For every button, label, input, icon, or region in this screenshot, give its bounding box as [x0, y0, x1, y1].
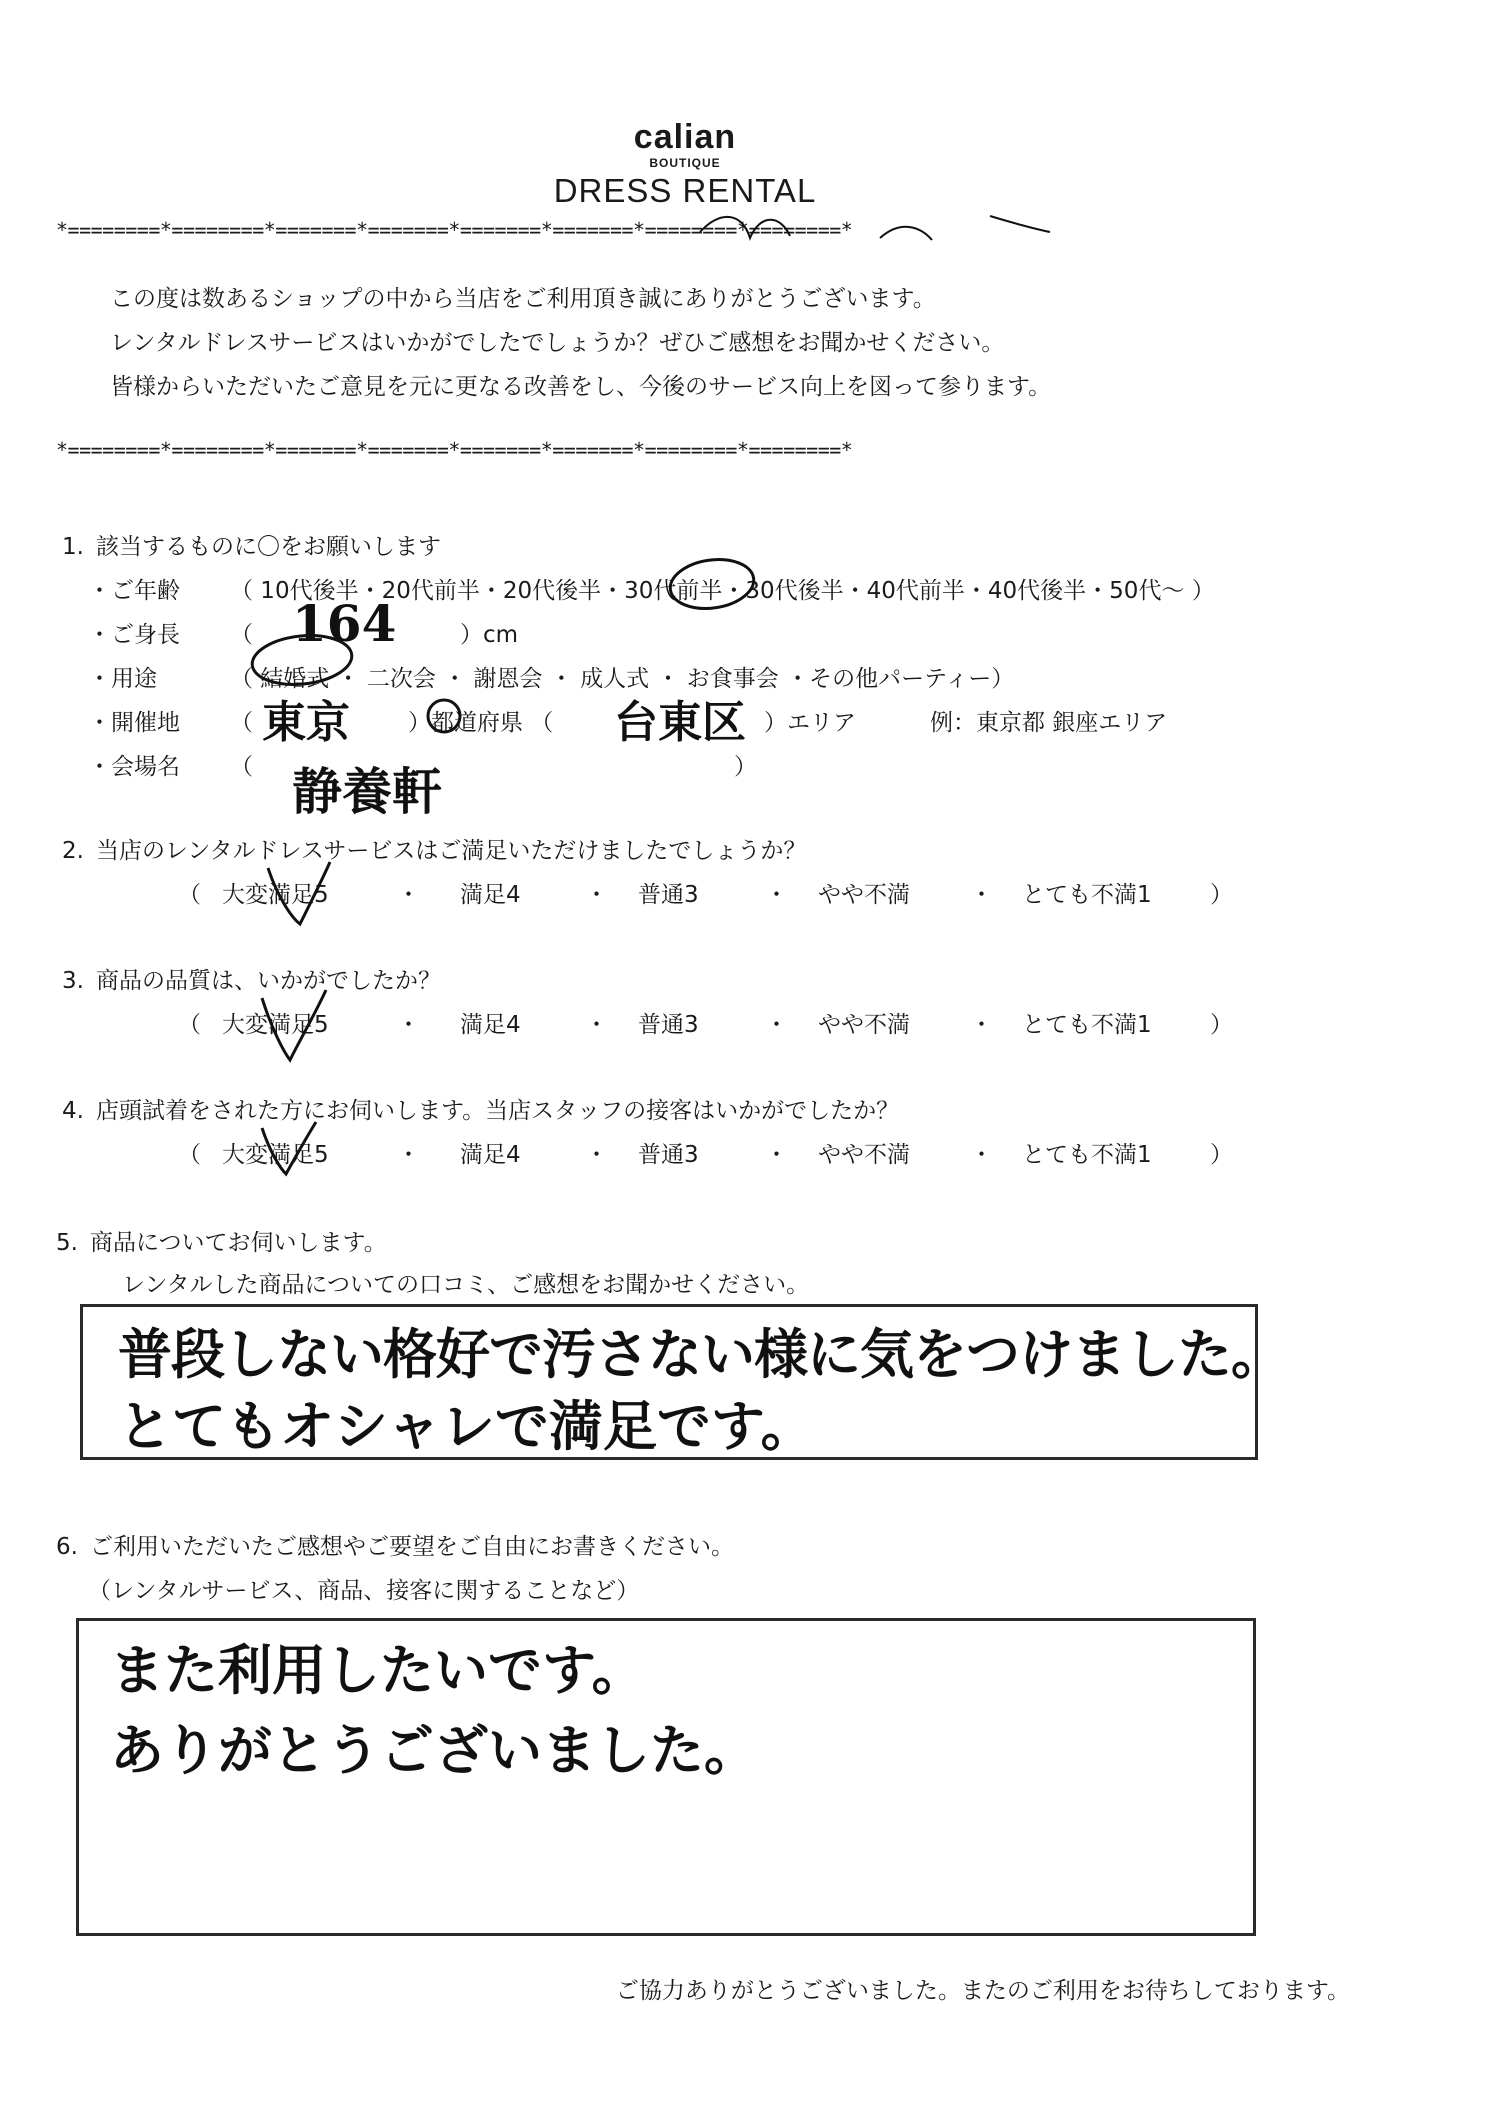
divider-scribble — [700, 216, 1050, 240]
q3-option-5: 大変満足5 — [222, 1012, 329, 1038]
q4-sep: ・ — [970, 1142, 993, 1168]
age-options: （ 10代後半・20代前半・20代後半・30代前半・30代後半・40代前半・40代後半・50代～ ） — [230, 578, 1215, 604]
venue-open: （ — [230, 710, 253, 736]
q3-option-4: 満足4 — [460, 1012, 521, 1038]
question-5-number: 5. — [56, 1230, 78, 1256]
q3-scale-close: ） — [1210, 1012, 1233, 1038]
q2-sep: ・ — [397, 882, 420, 908]
divider-bottom: *========*========*=======*=======*=======*=======*========*========* — [56, 438, 853, 462]
age-label: ・ご年齢 — [88, 578, 180, 604]
height-label: ・ご身長 — [88, 622, 180, 648]
q2-option-5: 大変満足5 — [222, 882, 329, 908]
q3-scale-open: （ — [178, 1012, 201, 1038]
q4-option-4: 満足4 — [460, 1142, 521, 1168]
question-6-sub: （レンタルサービス、商品、接客に関することなど） — [88, 1578, 640, 1604]
question-4-text: 店頭試着をされた方にお伺いします。当店スタッフの接客はいかがでしたか？ — [96, 1098, 900, 1124]
hall-value: 静養軒 — [292, 762, 442, 821]
q2-check-mark — [268, 862, 330, 924]
hall-label: ・会場名 — [88, 754, 180, 780]
q3-sep: ・ — [397, 1012, 420, 1038]
q3-sep: ・ — [970, 1012, 993, 1038]
q4-check-mark — [262, 1122, 316, 1174]
q3-check-mark — [262, 990, 326, 1060]
question-3-text: 商品の品質は、いかがでしたか？ — [96, 968, 441, 994]
hall-close: ） — [734, 754, 757, 780]
question-2-number: 2. — [62, 838, 84, 864]
q6-answer-line-1: また利用したいです。 — [110, 1638, 646, 1702]
q2-option-4: 満足4 — [460, 882, 521, 908]
q3-sep: ・ — [765, 1012, 788, 1038]
q2-scale-open: （ — [178, 882, 201, 908]
footer-thanks: ご協力ありがとうございました。またのご利用をお待ちしております。 — [615, 1978, 1350, 2004]
question-3-number: 3. — [62, 968, 84, 994]
q2-option-1: とても不満1 — [1022, 882, 1152, 908]
height-value: 164 — [292, 594, 397, 653]
intro-line-2: レンタルドレスサービスはいかがでしたでしょうか？ぜひご感想をお聞かせください。 — [110, 330, 1005, 356]
q4-scale-open: （ — [178, 1142, 201, 1168]
question-5-sub: レンタルした商品についての口コミ、ご感想をお聞かせください。 — [122, 1272, 810, 1298]
purpose-options: （ 結婚式 ・ 二次会 ・ 謝恩会 ・ 成人式 ・ お食事会 ・その他パーティー） — [230, 666, 1015, 692]
age-circle-mark — [667, 554, 757, 613]
service-title: DRESS RENTAL — [553, 172, 817, 209]
height-open: （ — [230, 622, 253, 648]
purpose-label: ・用途 — [88, 666, 157, 692]
q4-sep: ・ — [585, 1142, 608, 1168]
q5-answer-line-1: 普段しない格好で汚さない様に気をつけました。 — [118, 1322, 1284, 1386]
q3-option-2: やや不満 — [818, 1012, 910, 1038]
intro-line-3: 皆様からいただいたご意見を元に更なる改善をし、今後のサービス向上を図って参ります。 — [110, 374, 1052, 400]
q3-sep: ・ — [585, 1012, 608, 1038]
venue-close: ）エリア — [764, 710, 856, 736]
q2-sep: ・ — [585, 882, 608, 908]
question-6-text: ご利用いただいたご感想やご要望をご自由にお書きください。 — [90, 1534, 734, 1560]
purpose-circle-mark — [250, 631, 354, 689]
venue-prefecture: 東京 — [262, 697, 350, 748]
prefecture-circle-mark — [428, 700, 460, 732]
divider-top: *========*========*=======*=======*=======*=======*========*========* — [56, 218, 853, 242]
question-6-number: 6. — [56, 1534, 78, 1560]
venue-label: ・開催地 — [88, 710, 180, 736]
q4-sep: ・ — [397, 1142, 420, 1168]
q3-option-1: とても不満1 — [1022, 1012, 1152, 1038]
height-close: ）cm — [460, 622, 519, 648]
question-1-number: 1. — [62, 534, 84, 560]
q2-sep: ・ — [970, 882, 993, 908]
question-2-text: 当店のレンタルドレスサービスはご満足いただけましたでしょうか？ — [96, 838, 807, 864]
q2-option-3: 普通3 — [638, 882, 699, 908]
question-5-text: 商品についてお伺いします。 — [90, 1230, 387, 1256]
q5-answer-line-2: とてもオシャレで満足です。 — [118, 1394, 815, 1458]
q2-option-2: やや不満 — [818, 882, 910, 908]
brand-sub: BOUTIQUE — [649, 156, 721, 170]
q6-answer-line-2: ありがとうございました。 — [110, 1718, 758, 1782]
question-4-number: 4. — [62, 1098, 84, 1124]
venue-example: 例：東京都 銀座エリア — [930, 710, 1168, 736]
q4-option-1: とても不満1 — [1022, 1142, 1152, 1168]
q4-option-2: やや不満 — [818, 1142, 910, 1168]
q2-scale-close: ） — [1210, 882, 1233, 908]
q4-scale-close: ） — [1210, 1142, 1233, 1168]
venue-middle: ）都道府県 （ — [408, 710, 554, 736]
intro-line-1: この度は数あるショップの中から当店をご利用頂き誠にありがとうございます。 — [110, 286, 936, 312]
q4-option-3: 普通3 — [638, 1142, 699, 1168]
q2-sep: ・ — [765, 882, 788, 908]
venue-area: 台東区 — [614, 697, 746, 748]
q3-option-3: 普通3 — [638, 1012, 699, 1038]
brand-logo: calian — [633, 118, 737, 156]
question-1-text: 該当するものに〇をお願いします — [96, 534, 441, 560]
q4-option-5: 大変満足5 — [222, 1142, 329, 1168]
hall-open: （ — [230, 754, 253, 780]
q4-sep: ・ — [765, 1142, 788, 1168]
